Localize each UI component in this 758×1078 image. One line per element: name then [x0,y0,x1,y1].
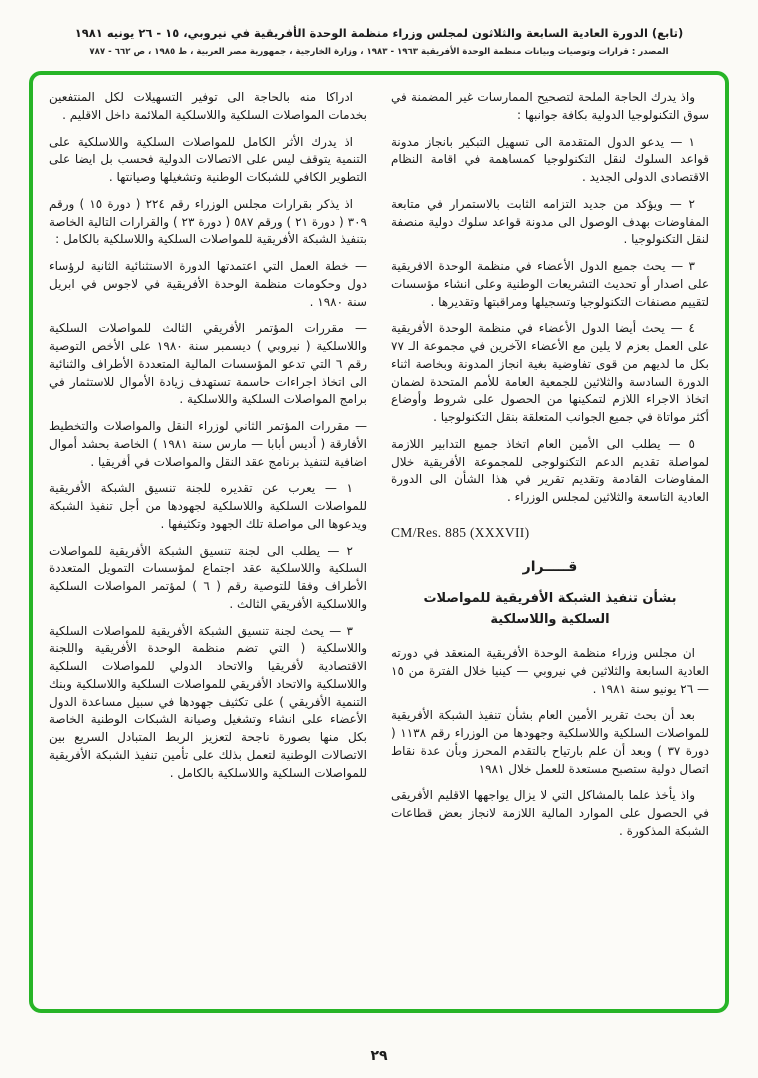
document-header [0,0,758,57]
resolution-ref: CM/Res. 885 (XXXVII) [391,524,530,540]
column-left [49,89,367,999]
paragraph-numbered: ٢ — يطلب الى لجنة تنسيق الشبكة الأفريقية للمواصلات السلكية واللاسلكية عقد اجتماع لمؤسسات التمويل المتعددة الأطراف وفقا للتوصية رقم ( ٦ ) لمؤتمر المواصلات السلكية واللاسلكية الأفريقي الثالث . [49,543,367,611]
paragraph: ادراكا منه بالحاجة الى توفير التسهيلات لكل المنتفعين بخدمات المواصلات السلكية واللاسلكية الملائمة داخل الاقليم . [49,90,367,122]
paragraph-dash-item: — خطة العمل التي اعتمدتها الدورة الاستثنائية الثانية لرؤساء دول وحكومات منظمة الوحدة الأفريقية في لاجوس في ابريل سنة ١٩٨٠ . [49,259,367,309]
paragraph-numbered: ٢ — ويؤكد من جديد التزامه الثابت بالاستمرار في متابعة المفاوضات بهدف الوصول الى مدونة قواعد سلوك دولية منصفة لنقل التكنولوجيا . [391,196,709,247]
paragraph-numbered: ٥ — يطلب الى الأمين العام اتخاذ جميع التدابير اللازمة لمواصلة تقديم الدعم التكنولوجى للمجموعة الأفريقية خلال المفاوضات القادمة وتقديم تقرير في هذا الشأن الى الدورة العادية التاسعة والثلاثين لمجلس الوزراء . [391,436,709,504]
paragraph: واذ يأخذ علما بالمشاكل التي لا يزال يواجهها الاقليم الأفريقى في الحصول على الموارد المالية اللازمة لانجاز بعض قطاعات الشبكة المذكورة . [391,788,709,838]
paragraph-numbered: ٣ — يحث لجنة تنسيق الشبكة الأفريقية للمواصلات السلكية واللاسلكية ( التي تضم منظمة الوحدة الأفريقية واللجنة الاقتصادية لأفريقيا والاتحاد الدولي للمواصلات السلكية واللاسلكية والاتحاد الأفريقي للمواصلات السلكية واللاسلكية وبنك التنمية الأفريقي ) على تكثيف جهودها في سبيل مساعدة الدول الأعضاء على انشاء وتشغيل وصيانة الشبكات الوطنية الخاصة بكل منها بصورة ناجحة لتعزيز الربط المتبادل السريع بين الاتصالات الوطنية لتعمل بذلك على تأمين تنفيذ الشبكة الأفريقية للمواصلات السلكية واللاسلكية بالكامل . [49,623,367,780]
paragraph: واذ يدرك الحاجة الملحة لتصحيح الممارسات غير المضمنة في سوق التكنولوجيا الدولية بكافة جوانبها : [391,90,709,122]
header-source-line: المصدر : قرارات وتوصيات وبيانات منظمة الوحدة الأفريقية ١٩٦٣ - ١٩٨٣ ، وزارة الخارجية ، جمهورية مصر العربية ، ط ١٩٨٥ ، ص ٦٦٢ - ٧٨٧ [89,47,669,57]
paragraph: اذ يدرك الأثر الكامل للمواصلات السلكية واللاسلكية على التنمية يتوقف ليس على الاتصالات الدولية فحسب بل ايضا على التطوير الكافي للشبكات الوطنية وتشغيلها وصيانتها . [49,134,367,184]
resolution-subject: بشأن تنفيذ الشبكة الأفريقية للمواصلات السلكية واللاسلكية [423,591,677,628]
paragraph-numbered: ١ — يعرب عن تقديره للجنة تنسيق الشبكة الأفريقية للمواصلات السلكية واللاسلكية لجهودها من أجل تنفيذ الشبكة ويدعوها الى مواصلة تلك الجهود وتكثيفها . [49,481,367,531]
paragraph: بعد أن بحث تقرير الأمين العام بشأن تنفيذ الشبكة الأفريقية للمواصلات السلكية واللاسلكية وجهودها من الوزراء رقم ١١٣٨ ( دورة ٣٧ ) وبعد أن علم بارتياح بالتقدم المحرز وبأن عدة نقاط اتصال دولية ستصبح مستعدة للعمل خلال ١٩٨١ [391,708,709,776]
green-border-frame [29,71,729,1013]
two-column-layout [49,89,709,999]
paragraph-numbered: ٣ — يحث جميع الدول الأعضاء في منظمة الوحدة الافريقية على اصدار أو تحديث التشريعات الوطنية وعلى انشاء مؤسسات لتقييم مصنفات التكنولوجيا وتسجيلها ومراقبتها وتقديرها . [391,259,709,309]
paragraph-dash-item: — مقررات المؤتمر الثاني لوزراء النقل والمواصلات والتخطيط الأفارقة ( أديس أبابا — مارس سنة ١٩٨١ ) الخاصة بحشد أموال اضافية لتنفيذ برنامج عقد النقل والمواصلات في أفريقيا . [49,419,367,469]
header-session-title: (تابع) الدورة العادية السابعة والثلاثون لمجلس وزراء منظمة الوحدة الأفريقية في نيروبي، ١٥ - ٢٦ يونيه ١٩٨١ [74,26,684,40]
paragraph: ان مجلس وزراء منظمة الوحدة الأفريقية المنعقد في دورته العادية السابعة والثلاثين في نيروبي — كينيا خلال الفترة من ١٥ — ٢٦ يونيو سنة ١٩٨١ . [391,646,709,696]
column-right [391,89,709,999]
paragraph-dash-item: — مقررات المؤتمر الأفريقي الثالث للمواصلات السلكية واللاسلكية ( نيروبي ) ديسمبر سنة ١٩٨٠ على الأخص التوصية رقم ٦ التي تدعو المؤسسات المالية المتعددة الأطراف والثنائية الى اتخاذ اجراءات حاسمة تستهدف زيادة الأموال للاستثمار في برامج المواصلات السلكية واللاسلكية . [49,321,367,407]
page-footer [0,1045,758,1064]
paragraph-numbered: ٤ — يحث أيضا الدول الأعضاء في منظمة الوحدة الأفريقية على العمل بعزم لا يلين مع الأعضاء الآخرين في مجموعة الـ ٧٧ بكل ما لديهم من قوى تفاوضية بغية انجاز المدونة وبخاصة اثناء الدورة السادسة والثلاثين للجمعية العامة للأمم المتحدة لضمان اتخاذ الاجراء اللازم لتمكينها من الحصول على شروط وأوضاع أكثر مواتاة في جميع الجوانب المتعلقة بنقل التكنولوجيا . [391,321,709,424]
resolution-title: قـــــرار [522,558,578,575]
paragraph: اذ يذكر بقرارات مجلس الوزراء رقم ٢٢٤ ( دورة ١٥ ) ورقم ٣٠٩ ( دورة ٢١ ) ورقم ٥٨٧ ( دورة ٢٣ ) والقرارات التالية الخاصة بتنفيذ الشبكة الأفريقية للمواصلات السلكية واللاسلكية بالكامل : [49,196,367,247]
page-number: ٢٩ [370,1048,388,1064]
paragraph-numbered: ١ — يدعو الدول المتقدمة الى تسهيل التبكير بانجاز مدونة قواعد السلوك لنقل التكنولوجيا كمساهمة في اقامة النظام الاقتصادى الدولى الجديد . [391,134,709,184]
